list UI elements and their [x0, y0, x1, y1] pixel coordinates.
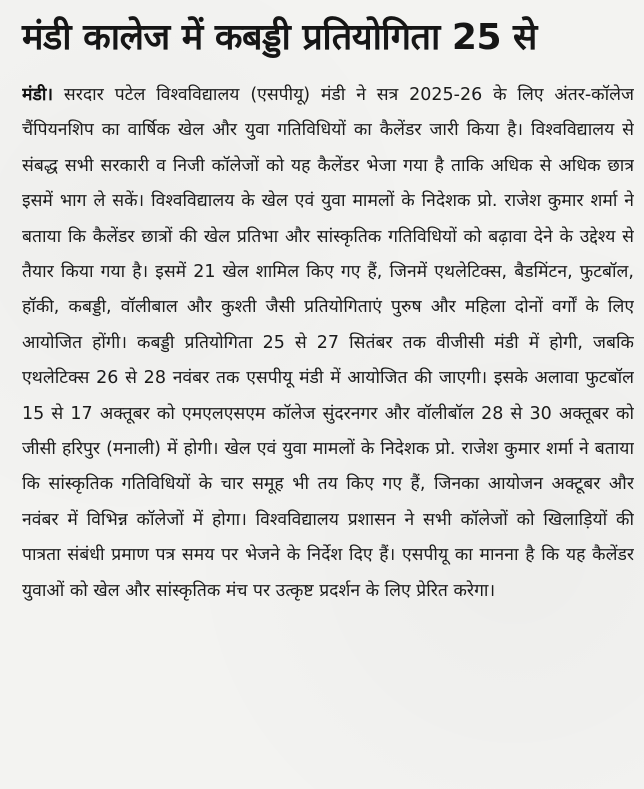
article-body	[22, 78, 634, 778]
article-text: सरदार पटेल विश्वविद्यालय (एसपीयू) मंडी ने सत्र 2025-26 के लिए अंतर-कॉलेज चैंपियनशिप का वार्षिक खेल और युवा गतिविधियों का कैलेंडर जारी किया है। विश्वविद्यालय से संबद्ध सभी सरकारी व निजी कॉलेजों को यह कैलेंडर भेजा गया है ताकि अधिक से अधिक छात्र इसमें भाग ले सकें। विश्वविद्यालय के खेल एवं युवा मामलों के निदेशक प्रो. राजेश कुमार शर्मा ने बताया कि कैलेंडर छात्रों की खेल प्रतिभा और सांस्कृतिक गतिविधियों को बढ़ावा देने के उद्देश्य से तैयार किया गया है। इसमें 21 खेल शामिल किए गए हैं, जिनमें एथलेटिक्स, बैडमिंटन, फुटबॉल, हॉकी, कबड्डी, वॉलीबाल और कुश्ती जैसी प्रतियोगिताएं पुरुष और महिला दोनों वर्गों के लिए आयोजित होंगी। कबड्डी प्रतियोगिता 25 से 27 सितंबर तक वीजीसी मंडी में होगी, जबकि एथलेटिक्स 26 से 28 नवंबर तक एसपीयू मंडी में आयोजित की जाएगी। इसके अलावा फुटबॉल 15 से 17 अक्तूबर को एमएलएसएम कॉलेज सुंदरनगर और वॉलीबॉल 28 से 30 अक्तूबर को जीसी हरिपुर (मनाली) में होगी। खेल एवं युवा मामलों के निदेशक प्रो. राजेश कुमार शर्मा ने बताया कि सांस्कृतिक गतिविधियों के चार समूह भी तय किए गए हैं, जिनका आयोजन अक्टूबर और नवंबर में विभिन्न कॉलेजों में होगा। विश्वविद्यालय प्रशासन ने सभी कॉलेजों को खिलाड़ियों की पात्रता संबंधी प्रमाण पत्र समय पर भेजने के निर्देश दिए हैं। एसपीयू का मानना है कि यह कैलेंडर युवाओं को खेल और सांस्कृतिक मंच पर उत्कृष्ट प्रदर्शन के लिए प्रेरित करेगा।	[22, 85, 634, 601]
headline: मंडी कालेज में कबड्डी प्रतियोगिता 25 से	[22, 17, 537, 58]
dateline: मंडी।	[22, 85, 53, 105]
